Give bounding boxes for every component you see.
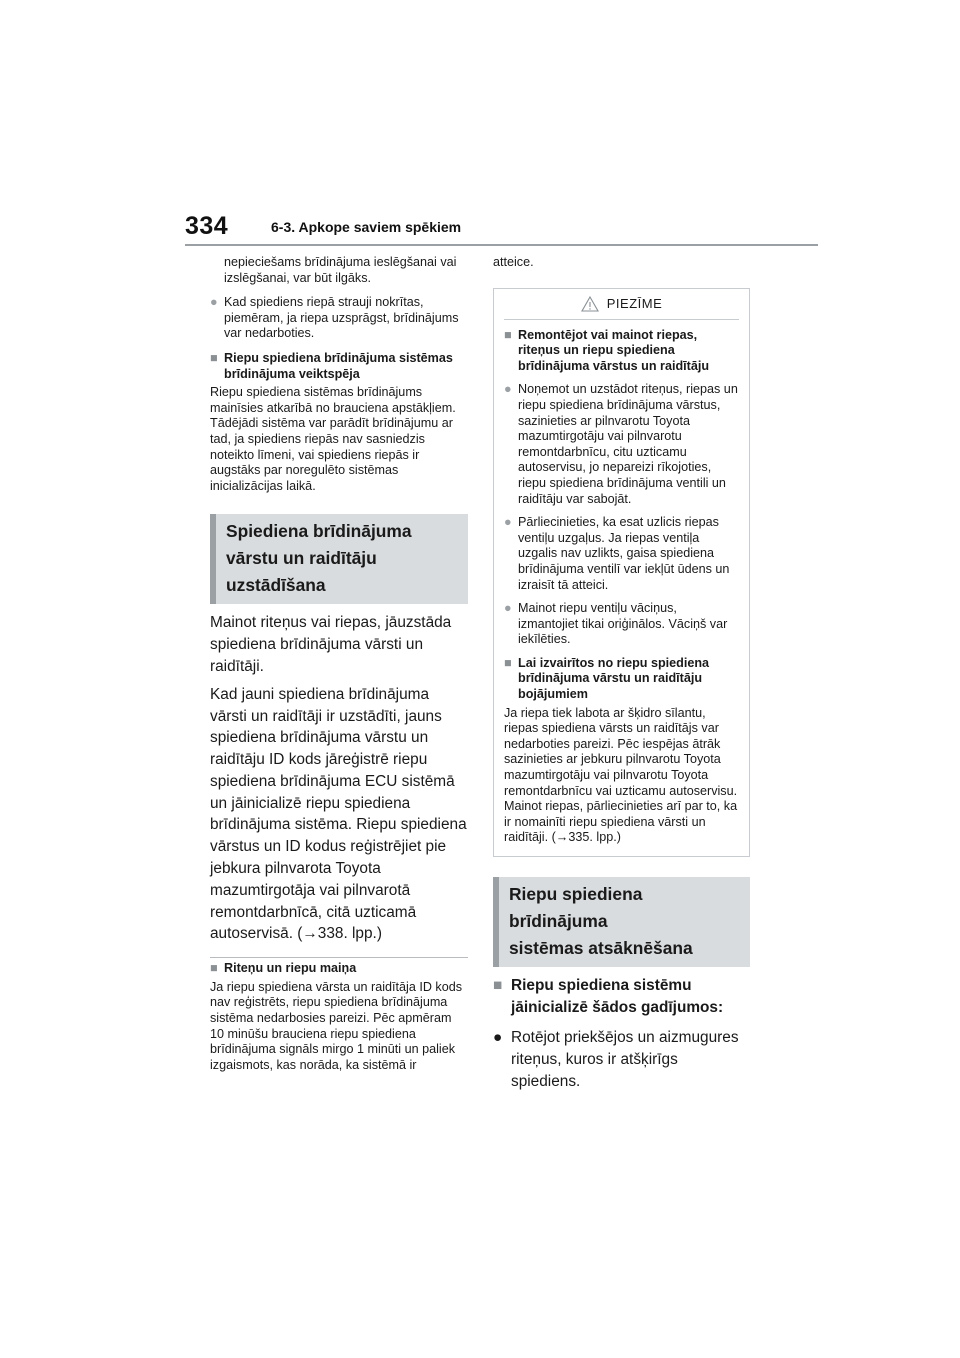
divider [210, 957, 468, 958]
note-title [504, 289, 739, 319]
heading-line: Spiediena brīdinājuma [226, 521, 412, 542]
sub-heading [210, 351, 468, 382]
left-column [210, 255, 468, 1073]
right-column [493, 255, 750, 1093]
section-title: 6-3. Apkope saviem spēkiem [271, 219, 462, 235]
bullet-text: Mainot riepu ventiļu vāciņus, izmantojiet tikai oriģinālos. Vāciņš var iekīlēties. [518, 601, 728, 647]
bullet-text: Noņemot un uzstādot riteņus, riepas un riepu spiediena brīdinājuma vārstus, sazinieties ar pilnvarotu Toyota mazumtirgotāju vai pilnvarotu remontdarbnīcu, citu uzticamu autoservisu, jo nepareizi rīkojoties, riepu spiediena brīdinājuma ventili un raidītāju var sabojāt. [518, 382, 738, 506]
bullet-circle-icon: ● [493, 1029, 503, 1046]
heading-line: sistēmas atsāknēšana [509, 938, 693, 958]
body-paragraph: Mainot riteņus vai riepas, jāuzstāda spiediena brīdinājuma vārsti un raidītāji. [210, 614, 452, 675]
square-bullet-icon: ■ [210, 961, 218, 976]
note-heading-text: Lai izvairītos no riepu spiediena brīdinājuma vārstu un raidītāju bojājumiem [518, 655, 710, 702]
list-item [210, 295, 468, 342]
note-title-text: PIEZĪME [606, 296, 663, 312]
note-content [504, 319, 739, 846]
bullet-circle-icon: ● [504, 382, 512, 397]
bullet-circle-icon: ● [504, 515, 512, 530]
page-header [185, 212, 818, 248]
sub-heading [210, 961, 468, 977]
heading-line: Riepu spiediena brīdinājuma [509, 884, 643, 931]
square-bullet-icon: ■ [210, 350, 218, 365]
note-box [493, 288, 750, 857]
note-paragraph [504, 706, 739, 846]
sub-paragraph: Riepu spiediena sistēmas brīdinājums mainīsies atkarībā no brauciena apstākļiem. Tādējādi sistēma var parādīt brīdinājumu ar tad, ja spiediens riepās nav sasniedzis noteikto līmeni, vai spiediens riepās ir augstāks par noregulēto sistēmas inicializācijas laikā. [210, 385, 456, 493]
body-paragraph [210, 684, 468, 946]
bullet-circle-icon: ● [210, 295, 218, 310]
bullet-circle-icon: ● [504, 601, 512, 616]
sub-heading-text: Riteņu un riepu maiņa [224, 961, 357, 976]
paragraph-text: Ja riepa tiek labota ar šķidro sīlantu, riepas spiediena vārsts un raidītājs var nedarboties pareizi. Pēc iespējas ātrāk sazinieties ar jebkuru pilnvarotu Toyota mazumtirgotāju vai pilnvarotu Toyota remontdarbnīcu vai uzticamu autoservisu. Mainot riepas, pārliecinieties arī par to, ka ir nomainīti riepu spiediena vārsti un raidītāji. ( [504, 705, 738, 845]
square-bullet-icon: ■ [504, 655, 512, 670]
list-item [504, 601, 739, 648]
arrow-icon: → [302, 925, 318, 943]
paragraph-text: Kad jauni spiediena brīdinājuma vārsti un raidītāji ir uzstādīti, jauns spiediena brīdinājuma vārstu un raidītāju ID kods jāreģistrē riepu spiediena brīdinājuma ECU sistēmā un jāinicializē riepu spiediena brīdinājuma sistēma. Riepu spiediena vārstus un ID kodus reģistrējiet pie jebkura pilnvarota Toyota mazumtirgotāja vai pilnvarotā remontdarbnīcā, citā uzticamā autoservisā. ( [210, 685, 467, 943]
bullet-text: Kad spiediens riepā strauji nokrītas, piemēram, ja riepa uzsprāgst, brīdinājums var nedarboties. [224, 295, 459, 341]
square-bullet-icon: ■ [493, 977, 503, 994]
warning-triangle-icon [581, 296, 599, 312]
section-heading-box [210, 514, 468, 604]
note-heading [504, 656, 739, 703]
list-item [504, 515, 739, 593]
page-number: 334 [185, 212, 229, 240]
sub-heading-text: Riepu spiediena brīdinājuma sistēmas brīdinājuma veiktspēja [224, 350, 453, 381]
sub-paragraph: Ja riepu spiediena vārsta un raidītāja ID kods nav reģistrēts, riepu spiediena brīdinājuma sistēma nedarbosies pareizi. Pēc apmēram 10 minūšu brauciena riepu spiediena brīdinājuma signāls mirgo 1 minūti un paliek izgaismots, kas norāda, ka sistēmā ir [210, 979, 463, 1072]
square-bullet-icon: ■ [504, 327, 512, 342]
section-heading-box [493, 877, 750, 967]
arrow-icon: → [555, 830, 569, 845]
item-heading [493, 975, 750, 1019]
list-item [493, 1027, 750, 1093]
page-reference-link[interactable]: 335. lpp.) [568, 830, 621, 845]
header-rule [185, 244, 818, 246]
bullet-text: Pārliecinieties, ka esat uzlicis riepas ventiļu uzgaļus. Ja riepas ventiļa uzgalis nav uzlikts, gaisa spiediena brīdinājuma ventilī var iekļūt ūdens un izraisīt tā atteici. [518, 515, 730, 592]
list-item [504, 382, 739, 507]
page-reference-link[interactable]: 338. lpp.) [317, 925, 382, 943]
item-heading-text: Riepu spiediena sistēmu jāinicializē šādos gadījumos: [511, 977, 724, 1016]
continued-text: atteice. [493, 255, 534, 269]
note-heading-text: Remontējot vai mainot riepas, riteņus un riepu spiediena brīdinājuma vārstus un raidītāju [518, 327, 710, 373]
continued-text: nepieciešams brīdinājuma ieslēgšanai vai izslēgšanai, var būt ilgāks. [224, 255, 457, 285]
note-heading [504, 328, 739, 375]
bullet-text: Rotējot priekšējos un aizmugures riteņus, kuros ir atšķirīgs spiediens. [511, 1029, 739, 1090]
heading-line: vārstu un raidītāju [226, 548, 377, 569]
heading-line: uzstādīšana [226, 575, 326, 596]
